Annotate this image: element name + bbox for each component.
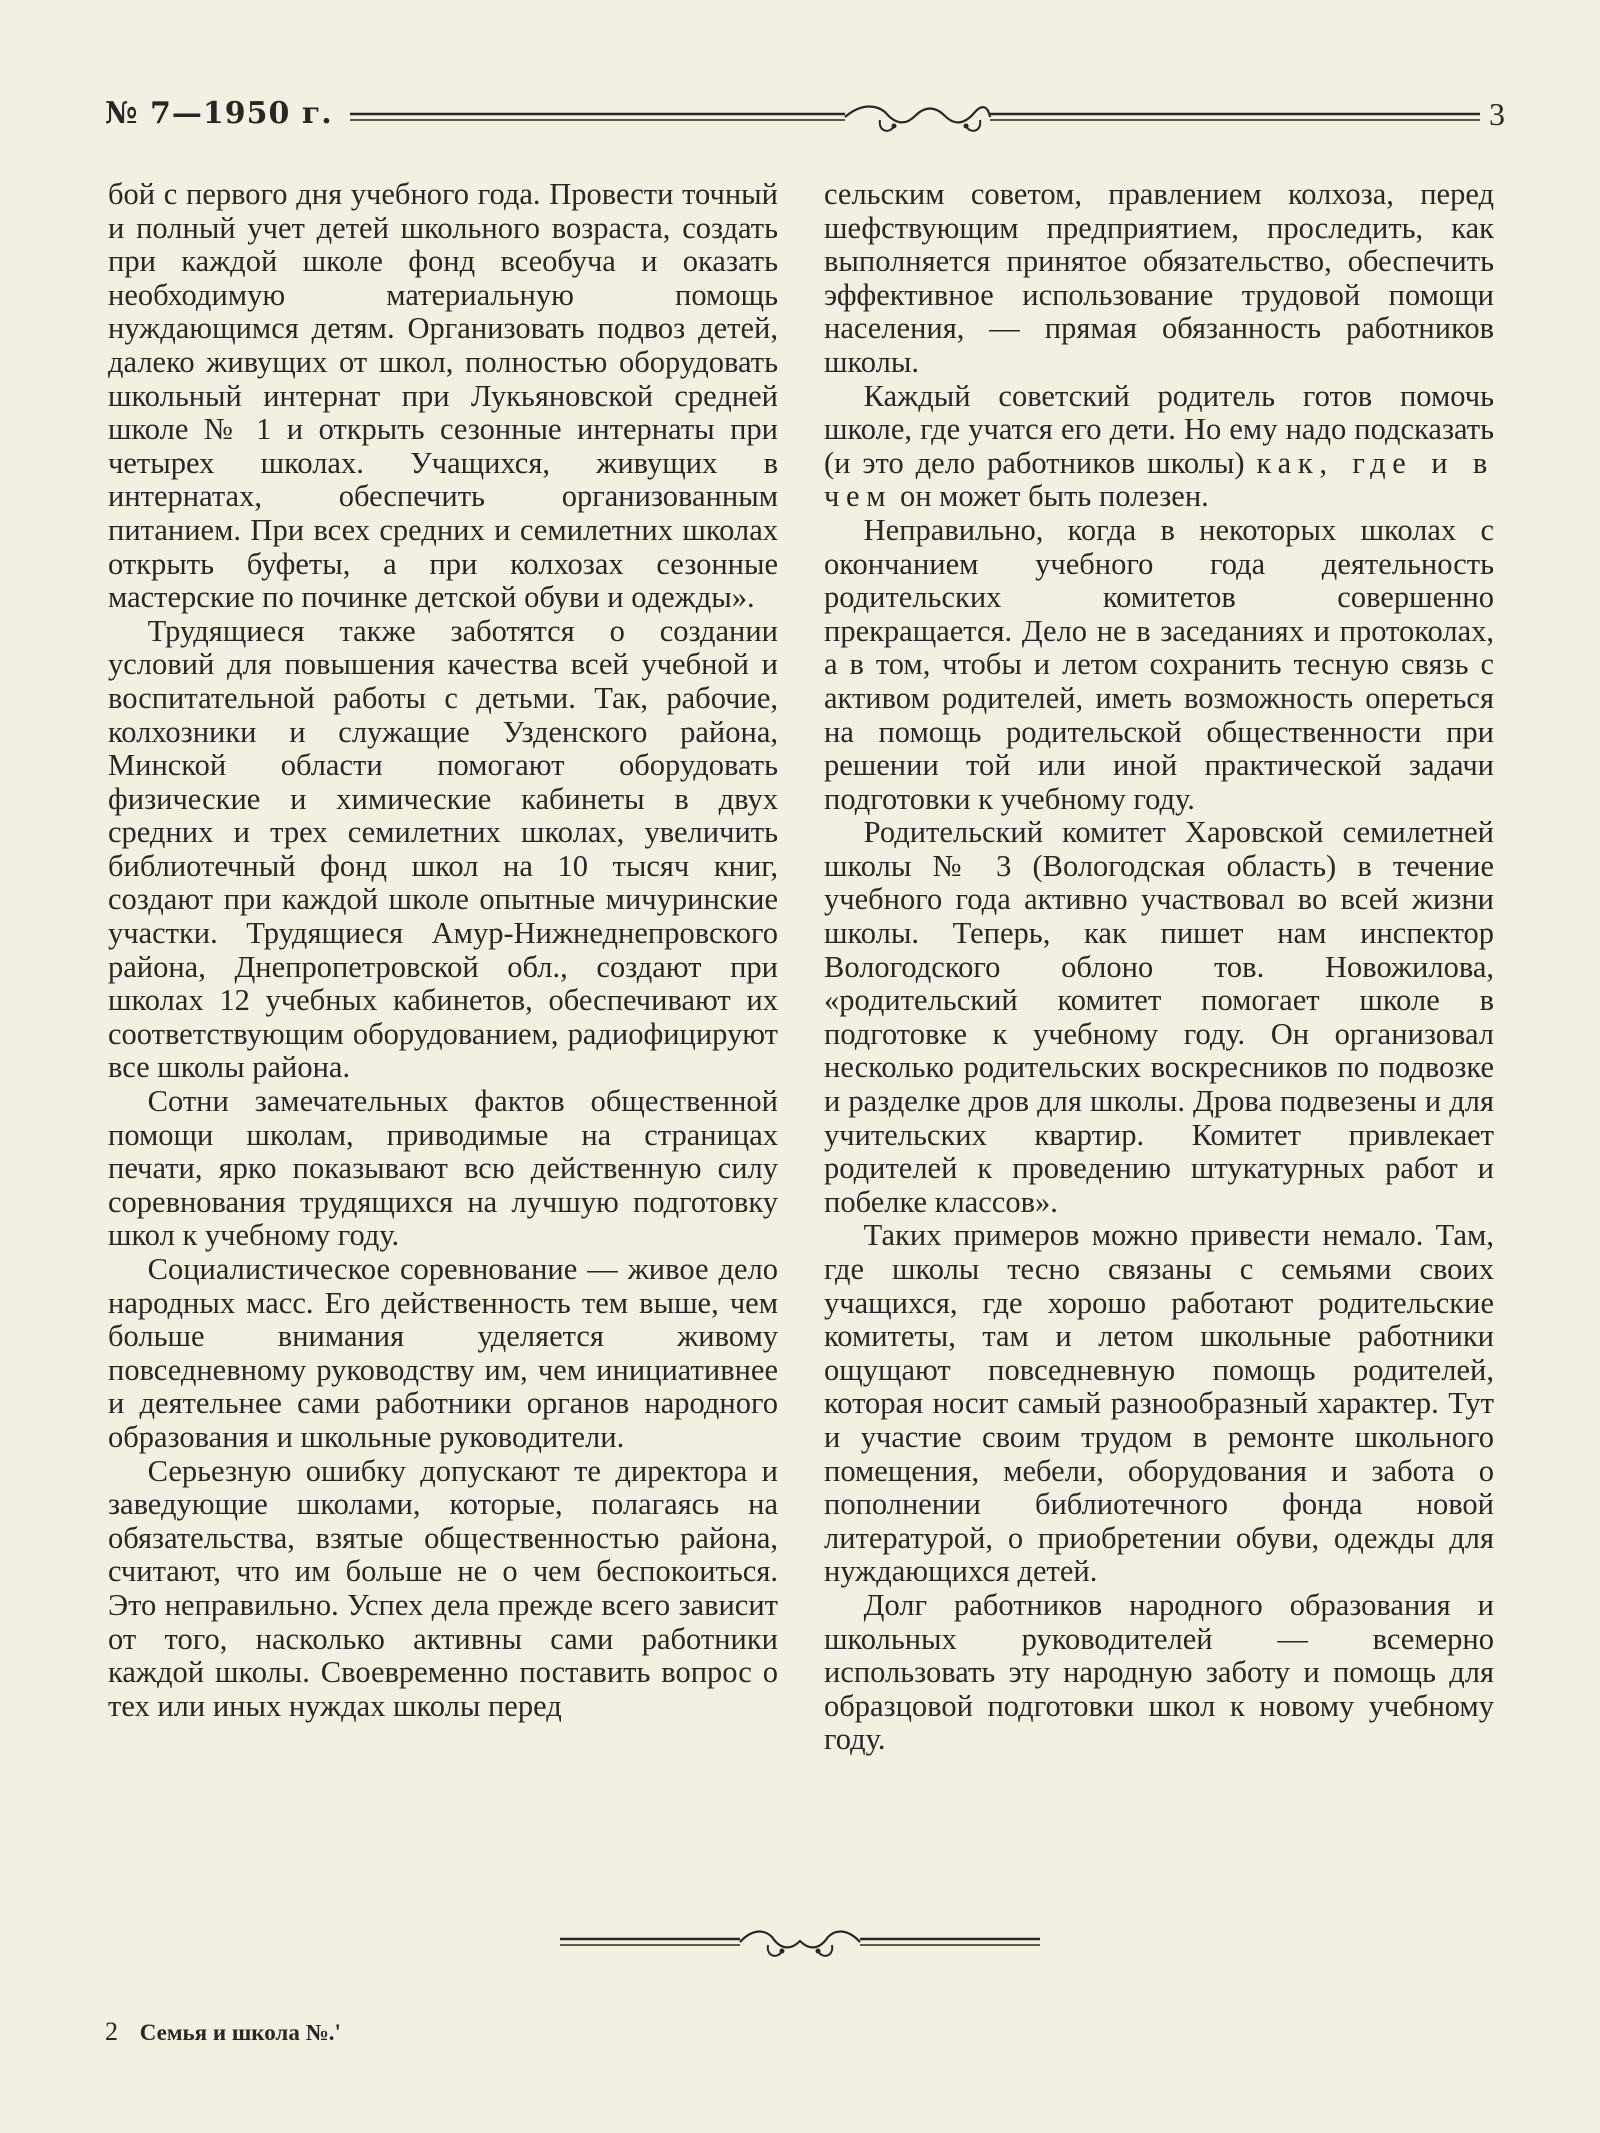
paragraph: Серьезную ошибку допускают те директора и заведующие школами, которые, полагаясь на обязательства, взятые общественностью района, считают, что им больше не о чем беспокоиться. Это неправильно. Успех дела прежде всего зависит от того, насколько активны сами работники каждой школы. Своевременно поставить вопрос о тех или иных нуждах школы перед <box>108 1453 778 1723</box>
footer-page-number: 2 <box>105 2017 118 2046</box>
paragraph-with-emphasis <box>824 380 1494 514</box>
paragraph-text: он может быть полезен. <box>899 479 1209 514</box>
page-footer <box>105 2017 341 2047</box>
paragraph: Родительский комитет Харовской семилетней школы № 3 (Вологодская область) в течение учебного года активно участвовал во всей жизни школы. Теперь, как пишет нам инспектор Вологодского облоно тов. Новожилова, «родительский комитет помогает школе в подготовке к учебному году. Он организовал несколько родительских воскресников по подвозке и разделке дров для школы. Дрова подвезены и для учительских квартир. Комитет привлекает родителей к проведению штукатурных работ и побелке классов». <box>824 815 1494 1219</box>
paragraph-text: Каждый советский родитель готов помочь школе, где учатся его дети. Но ему надо подсказать (и это дело работников школы) <box>824 378 1494 480</box>
right-column <box>824 178 1494 1757</box>
left-column <box>108 178 778 1723</box>
paragraph: Неправильно, когда в некоторых школах с окончанием учебного года деятельность родительских комитетов совершенно прекращается. Дело не в заседаниях и протоколах, а в том, чтобы и летом сохранить тесную связь с активом родителей, иметь возможность опереться на помощь родительской общественности при решении той или иной практической задачи подготовки к учебному году. <box>824 512 1494 816</box>
emphasized-text: как, где и в чем <box>824 445 1494 514</box>
header-ornament-icon <box>350 102 1480 144</box>
paragraph: сельским советом, правлением колхоза, перед шефствующим предприятием, проследить, как выполняется принятое обязательство, обеспечить эффективное использование трудовой помощи населения, — прямая обязанность работников школы. <box>824 177 1494 379</box>
issue-number: № 7—1950 г. <box>105 96 333 131</box>
paragraph: Трудящиеся также заботятся о создании условий для повышения качества всей учебной и воспитательной работы с детьми. Так, рабочие, колхозники и служащие Узденского района, Минской области помогают оборудовать физические и химические кабинеты в двух средних и трех семилетних школах, увеличить библиотечный фонд школ на 10 тысяч книг, создают при каждой школе опытные мичуринские участки. Трудящиеся Амур-Нижнеднепровского района, Днепропетровской обл., создают при школах 12 учебных кабинетов, обеспечивают их соответствующим оборудованием, радиофицируют все школы района. <box>108 613 778 1085</box>
paragraph: Социалистическое соревнование — живое дело народных масс. Его действенность тем выше, чем больше внимания уделяется живому повседневному руководству им, чем инициативнее и деятельнее сами работники органов народного образования и школьные руководители. <box>108 1252 778 1454</box>
paragraph: Долг работников народного образования и школьных руководителей — всемерно использовать эту народную заботу и помощь для образцовой подготовки школ к новому учебному году. <box>824 1587 1494 1757</box>
paragraph: бой с первого дня учебного года. Провести точный и полный учет детей школьного возраста, создать при каждой школе фонд всеобуча и оказать необходимую материальную помощь нуждающимся детям. Организовать подвоз детей, далеко живущих от школ, полностью оборудовать школьный интернат при Лукьяновской средней школе № 1 и открыть сезонные интернаты при четырех школах. Учащихся, живущих в интернатах, обеспечить организованным питанием. При всех средних и семилетних школах открыть буфеты, а при колхозах сезонные мастерские по починке детской обуви и одежды». <box>108 177 778 615</box>
bottom-ornament-icon <box>560 1925 1040 1965</box>
page-number: 3 <box>1489 96 1505 132</box>
footer-journal-name: Семья и школа №.' <box>139 2020 341 2045</box>
page-header <box>105 96 1505 146</box>
paragraph: Таких примеров можно привести немало. Там, где школы тесно связаны с семьями своих учащихся, где хорошо работают родительские комитеты, там и летом школьные работники ощущают повседневную помощь родителей, которая носит самый разнообразный характер. Тут и участие своим трудом в ремонте школьного помещения, мебели, оборудования и забота о пополнении библиотечного фонда новой литературой, о приобретении обуви, одежды для нуждающихся детей. <box>824 1218 1494 1589</box>
paragraph: Сотни замечательных фактов общественной помощи школам, приводимые на страницах печати, ярко показывают всю действенную силу соревнования трудящихся на лучшую подготовку школ к учебному году. <box>108 1084 778 1253</box>
